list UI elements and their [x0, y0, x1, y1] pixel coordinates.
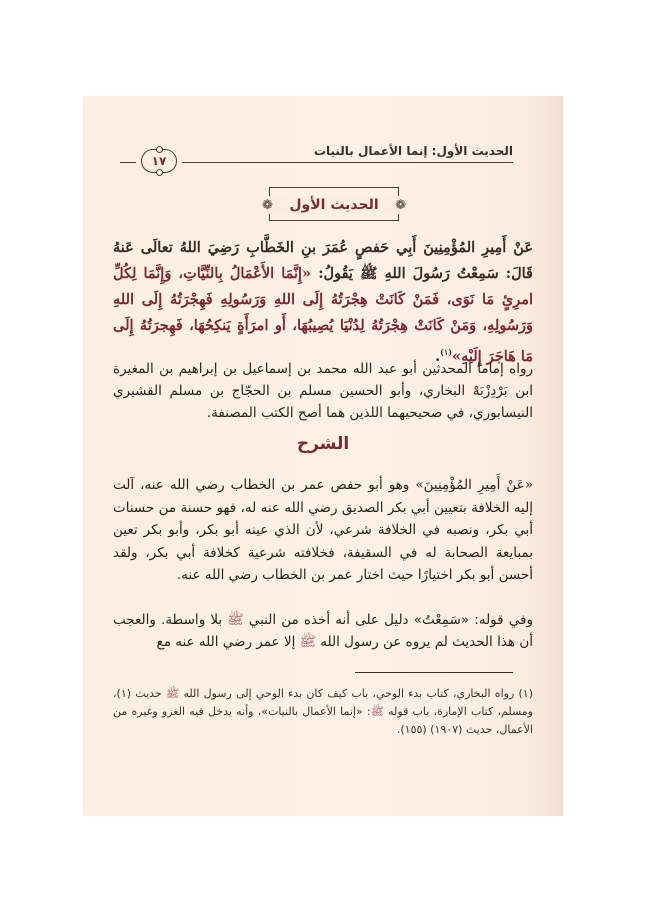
sharh-heading: الشرح	[296, 434, 350, 454]
salla-icon: ﷺ	[227, 612, 244, 628]
header-rule-left	[120, 162, 136, 163]
hadith-intro: عَنْ أَمِيرِ المُؤْمِنِينَ أَبِي حَفصٍ عُمَرَ بنِ الخَطَّابِ رَضِيَ اللهُ تعالَى عَنهُ قَالَ: سَمِعْتُ رَسُولَ اللهِ ﷺ يَقُولُ:	[113, 239, 533, 282]
flower-ornament-icon: ❁	[395, 197, 406, 213]
footnote-text: : «إنما الأعمال بالنيات»، وأنه يدخل فيه الغزو وغيره من الأعمال، حديث (١٩٠٧) (١٥٥).	[113, 705, 533, 736]
footnote-text: (١) رواه البخاري، كتاب بدء الوحي، باب كيف كان بدء الوحي إلى رسول الله	[179, 687, 533, 700]
commentary-text: بلا واسطة. والعجب أن هذا الحديث لم يروه عن رسول الله	[113, 612, 533, 650]
narration-paragraph: رواه إماما المحدثين أبو عبد الله محمد بن إسماعيل بن إبراهيم بن المغيرة ابن بَرْدِزْبَهْ البخاري، وأبو الحسين مسلم بن الحجّاج بن مسلم القشيري النيسابوري، في صحيحيهما اللذين هما أصح الكتب المصنفة.	[113, 361, 533, 421]
commentary-text: إلا عمر رضي الله عنه مع	[156, 634, 300, 650]
footnote-1	[113, 685, 533, 739]
salla-icon: ﷺ	[370, 705, 384, 718]
hadith-text	[113, 235, 533, 370]
hadith-quote: «إِنَّمَا الأَعْمَالُ بِالنِّيَّاتِ، وَإِنَّمَا لِكُلِّ امرِئٍ مَا نَوَى، فَمَنْ كَانَتْ هِجْرَتُهُ إِلَى اللهِ وَرَسُولِهِ فَهِجْرَتُهُ إِلَى اللهِ وَرَسُولِهِ، وَمَنْ كَانَتْ هِجْرَتُهُ لِدُنْيَا يُصِيبُهَا، أَو امرَأَةٍ يَنكِحُهَا، فَهِجرَتُهُ إِلَى مَا هَاجَرَ إِلَيْهِ»	[113, 265, 533, 365]
salla-icon: ﷺ	[299, 634, 316, 650]
commentary-text: وهو أبو حفص عمر بن الخطاب رضي الله عنه، آلت إليه الخلافة بتعيين أبي بكر الصديق رضي الله عنه له، فهو حسنة من حسنات أبي بكر، ونصبه في الخلافة شرعي، لأن الذي عينه أبو بكر، وأبو بكر تعين بمبايعة الصحابة له في السقيفة، فخلافته شرعية كخلافة أبي بكر، ولقد أحسن أبو بكر اختيارًا حيث اختار عمر بن الخطاب رضي الله عنه.	[113, 477, 533, 583]
running-header: الحديث الأول: إنما الأعمال بالنيات	[313, 144, 513, 158]
flower-ornament-icon: ❁	[262, 197, 273, 213]
commentary-lead-quote: «عَنْ أَمِيرِ المُؤْمِنِينَ»	[415, 477, 533, 493]
hadith-title-box	[262, 187, 406, 221]
commentary-text: وفي قوله: «سَمِعْتُ» دليل على أنه أخذه من النبي	[243, 612, 533, 628]
footnote-text: حديث (١)، ومسلم، كتاب الإمارة، باب قوله	[113, 687, 533, 718]
hadith-title: الحديث الأول	[289, 197, 379, 213]
header-rule	[182, 162, 513, 163]
hadith-end: .	[435, 347, 441, 365]
commentary-paragraph-2	[113, 609, 533, 653]
commentary-paragraph-1	[113, 474, 533, 587]
book-page	[83, 96, 563, 816]
page-number-ornament	[141, 149, 177, 173]
page-number: ١٧	[151, 154, 167, 168]
title-inner	[262, 196, 406, 214]
salla-icon: ﷺ	[165, 687, 180, 700]
footnote-ref[interactable]: (١)	[440, 347, 453, 357]
footnote-separator	[355, 672, 513, 673]
